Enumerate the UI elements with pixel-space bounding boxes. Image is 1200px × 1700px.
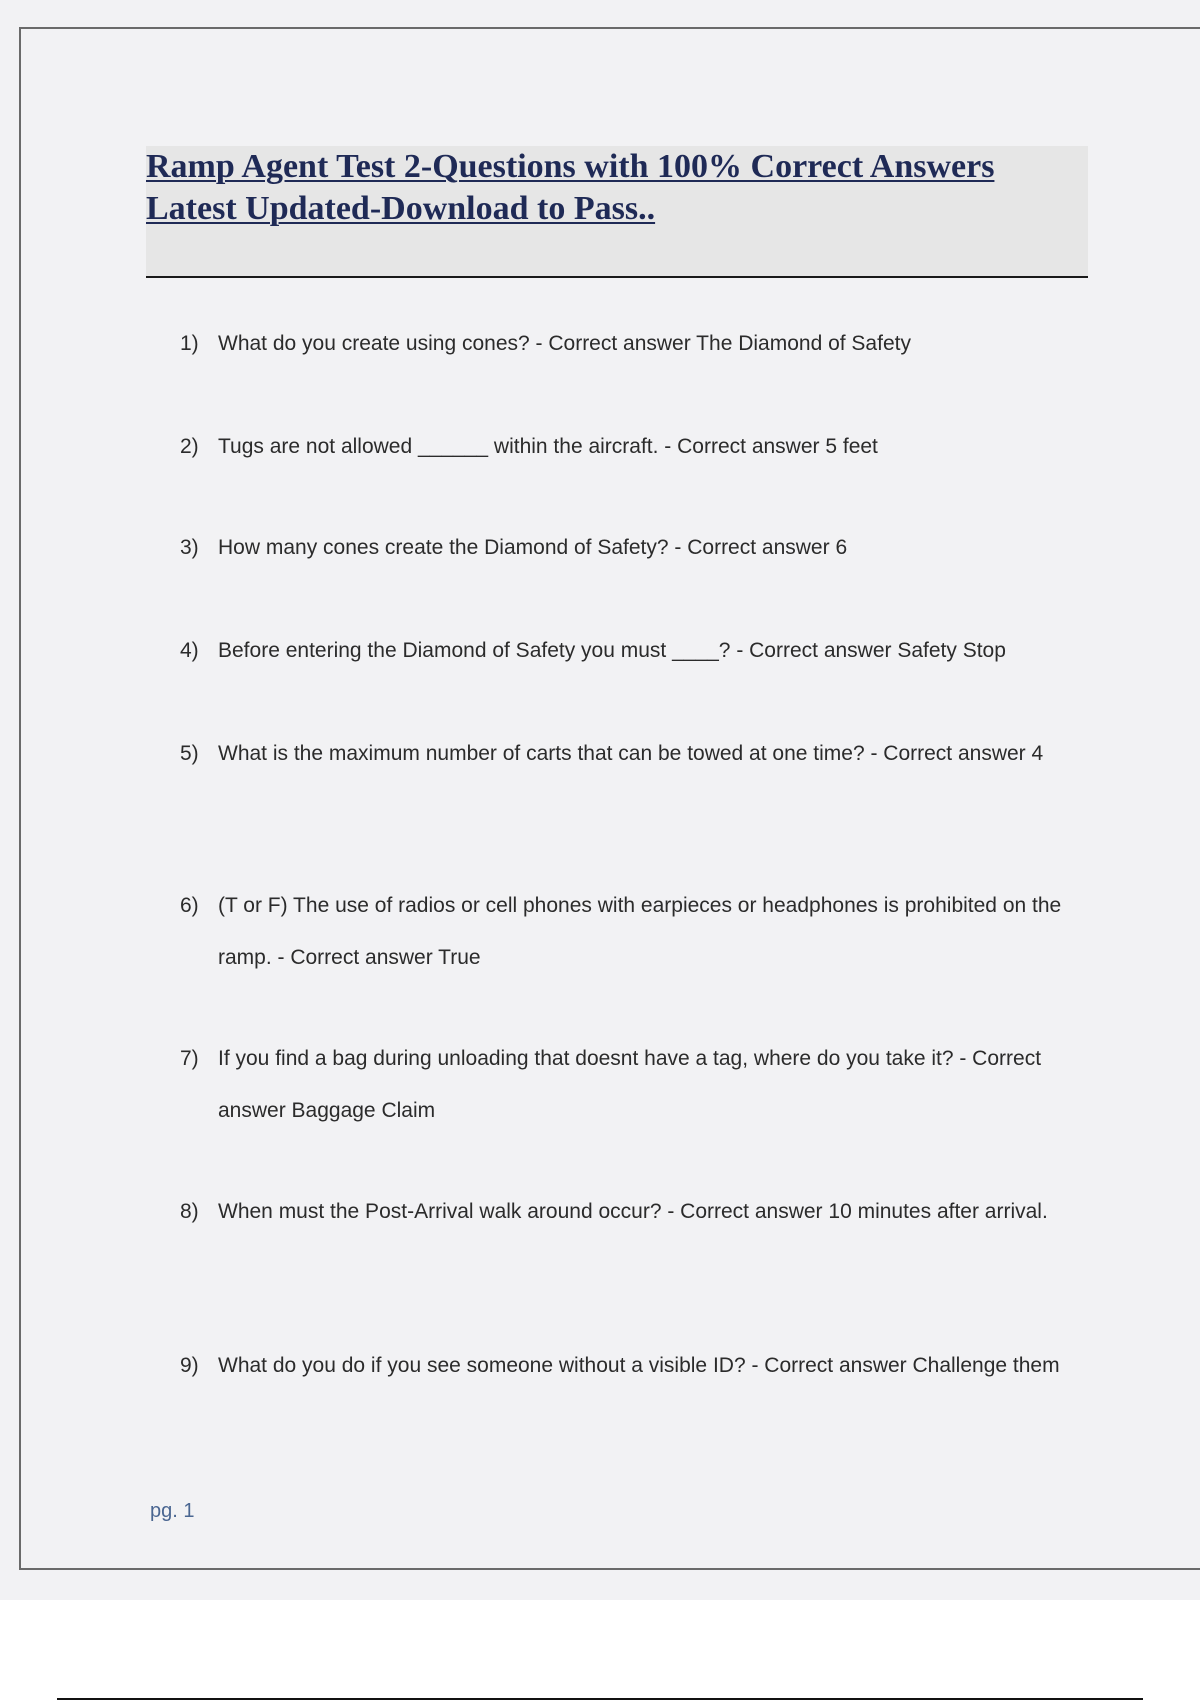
question-text: (T or F) The use of radios or cell phones with earpieces or headphones is prohibited on the ramp. - Correct answer True [218,894,1062,969]
question-text: When must the Post-Arrival walk around occur? - Correct answer 10 minutes after arrival. [218,1200,1048,1223]
document-title: Ramp Agent Test 2-Questions with 100% Correct Answers Latest Updated-Download to Pass.. [146,148,995,227]
question-number: 4) [180,639,199,662]
question-text: What is the maximum number of carts that can be towed at one time? - Correct answer 4 [218,742,1044,765]
question-text: What do you create using cones? - Correct answer The Diamond of Safety [218,332,911,355]
question-number: 7) [180,1047,199,1070]
question-item [180,421,1100,473]
question-number: 8) [180,1200,199,1223]
question-text: If you find a bag during unloading that doesnt have a tag, where do you take it? - Correct answer Baggage Claim [218,1047,1042,1122]
question-number: 1) [180,332,199,355]
question-text: What do you do if you see someone without a visible ID? - Correct answer Challenge them [218,1354,1060,1377]
question-text: Before entering the Diamond of Safety you must ____? - Correct answer Safety Stop [218,639,1006,662]
question-item [180,1186,1100,1238]
question-item [180,728,1100,780]
question-number: 9) [180,1354,199,1377]
question-number: 6) [180,894,199,917]
question-item [180,1340,1100,1392]
question-item [180,1033,1100,1137]
question-item [180,522,1100,574]
question-text: Tugs are not allowed ______ within the aircraft. - Correct answer 5 feet [218,435,878,458]
question-item [180,625,1100,677]
question-item [180,880,1100,984]
question-number: 5) [180,742,199,765]
page-number: pg. 1 [150,1500,195,1522]
question-text: How many cones create the Diamond of Safety? - Correct answer 6 [218,536,848,559]
question-item [180,318,1100,370]
question-number: 3) [180,536,199,559]
question-number: 2) [180,435,199,458]
